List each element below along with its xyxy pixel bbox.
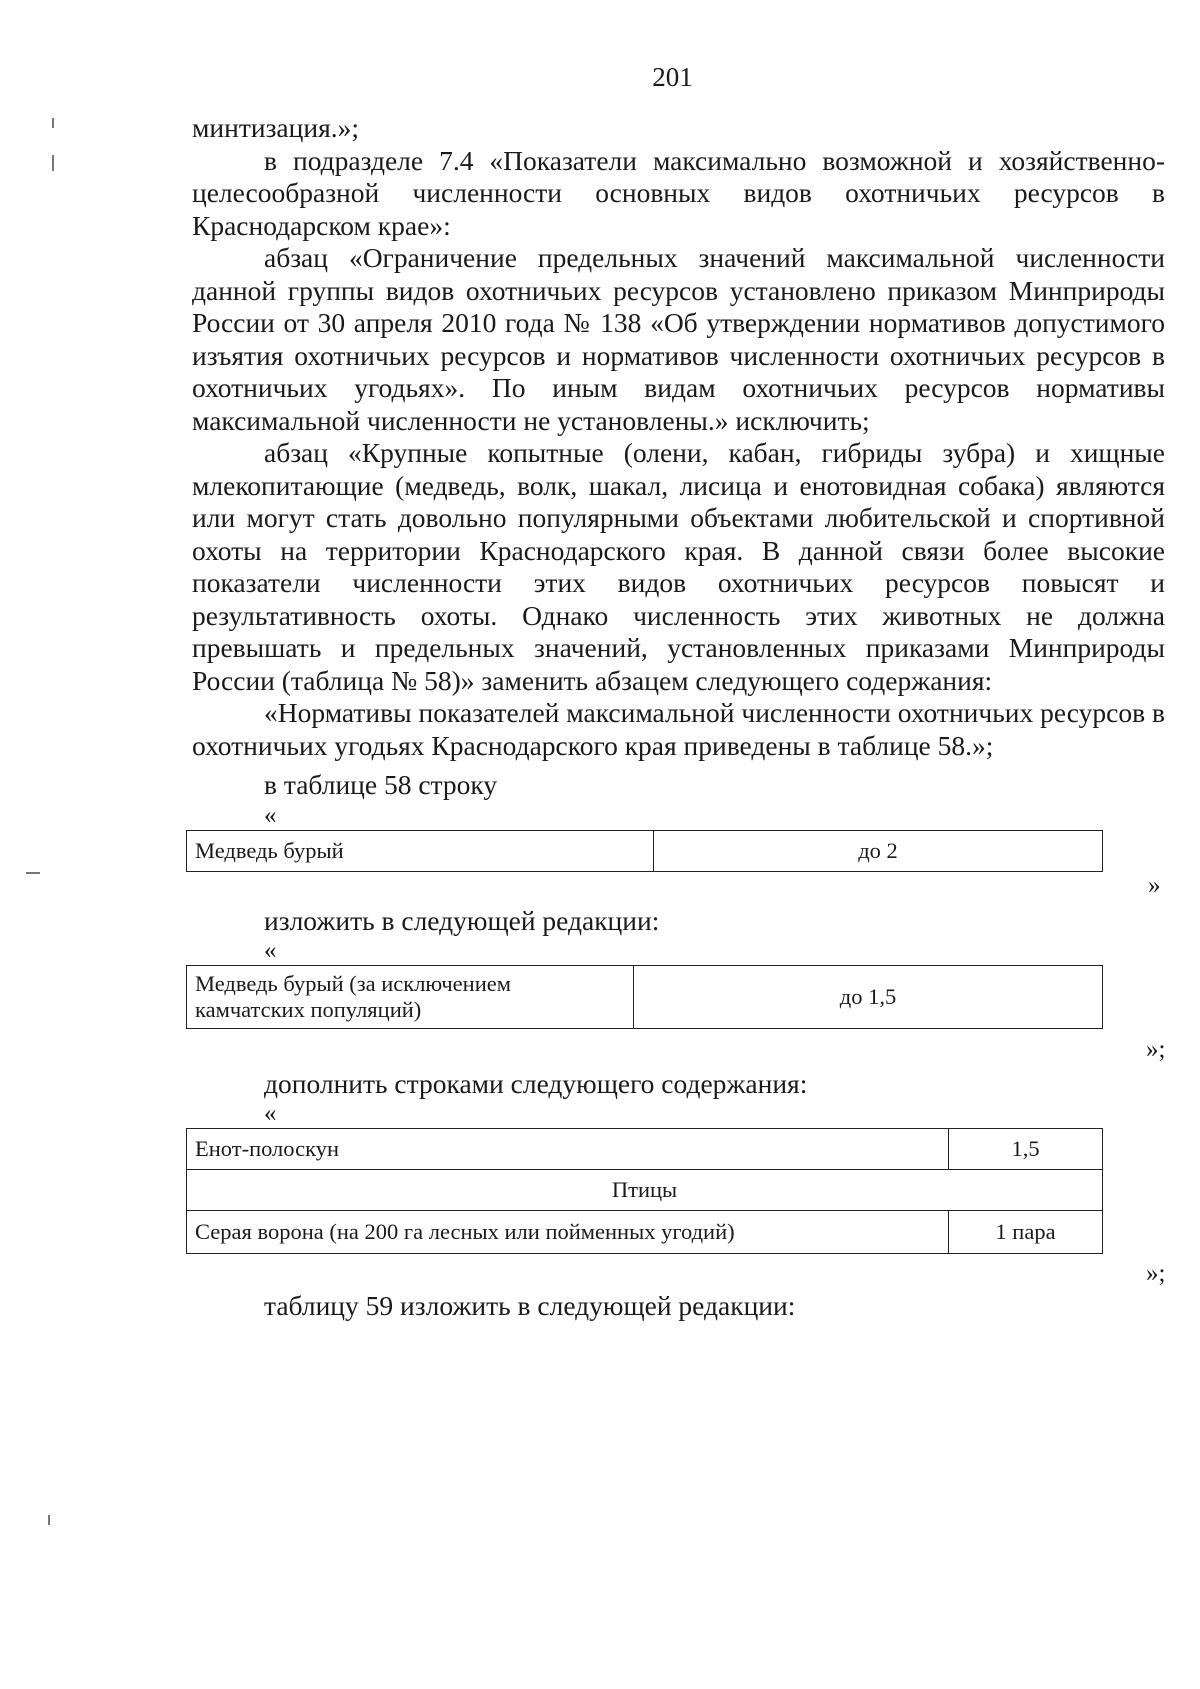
table-row [187, 1211, 1103, 1254]
scan-speck [52, 155, 54, 171]
table-add-rows [186, 1128, 1103, 1254]
body-text [192, 112, 1165, 762]
table-cell-value: до 1,5 [634, 966, 1103, 1029]
label-table58-row: в таблице 58 строку [264, 769, 498, 800]
paragraph-exclude: абзац «Ограничение предельных значений максимальной численности данной группы видов охотничьих ресурсов установлено приказом Минприроды России от 30 апреля 2010 года № 138 «Об утверждении нормативов допустимого изъятия охотничьих ресурсов и нормативов численности охотничьих ресурсов в охотничьих угодьях». По иным видам охотничьих ресурсов нормативы максимальной численности не установлены.» исключить; [192, 242, 1165, 436]
table-cell-species: Серая ворона (на 200 га лесных или пойменных угодий) [187, 1211, 949, 1254]
scan-speck [26, 872, 40, 874]
table-cell-value: 1,5 [949, 1129, 1103, 1170]
page-number: 201 [652, 62, 693, 92]
scan-speck [52, 118, 54, 128]
table-old-row [186, 830, 1103, 872]
table-cell-species: Медведь бурый (за исключением камчатских популяций) [187, 966, 634, 1029]
quote-open-1: « [264, 802, 277, 829]
label-edit: изложить в следующей редакции: [264, 905, 660, 936]
table-cell-value: 1 пара [949, 1211, 1103, 1254]
label-add: дополнить строками следующего содержания: [264, 1068, 808, 1099]
table-row [187, 1129, 1103, 1170]
table-row [187, 966, 1103, 1029]
paragraph-continuation: минтизация.»; [192, 112, 359, 143]
quote-close-3: »; [1146, 1260, 1166, 1287]
paragraph-replace: абзац «Крупные копытные (олени, кабан, гибриды зубра) и хищные млекопитающие (медведь, волк, шакал, лисица и енотовидная собака) являются или могут стать довольно популярными объектами любительской и спортивной охоты на территории Краснодарского края. В данной связи более высокие показатели численности этих видов охотничьих ресурсов повысят и результативность охоты. Однако численность этих животных не должна превышать и предельных значений, установленных приказами Минприроды России (таблица № 58)» заменить абзацем следующего содержания: [192, 437, 1165, 696]
quote-open-2: « [264, 937, 277, 964]
quote-close-2: »; [1146, 1036, 1166, 1063]
table-cell-species: Медведь бурый [187, 831, 654, 872]
paragraph-new-text: «Нормативы показателей максимальной численности охотничьих ресурсов в охотничьих угодьях Краснодарского края приведены в таблице 58.»; [192, 697, 1165, 761]
scan-speck [48, 1515, 50, 1525]
table-row [187, 831, 1103, 872]
table-cell-value: до 2 [654, 831, 1103, 872]
table-new-row [186, 965, 1103, 1029]
paragraph-subsection: в подразделе 7.4 «Показатели максимально возможной и хозяйственно-целесообразной численности основных видов охотничьих ресурсов в Краснодарском крае»: [192, 144, 1165, 241]
final-line: таблицу 59 изложить в следующей редакции: [264, 1290, 796, 1321]
table-group-header: Птицы [187, 1170, 1103, 1211]
quote-close-1: » [1148, 872, 1161, 899]
quote-open-3: « [264, 1100, 277, 1127]
table-row [187, 1170, 1103, 1211]
table-cell-species: Енот-полоскун [187, 1129, 949, 1170]
